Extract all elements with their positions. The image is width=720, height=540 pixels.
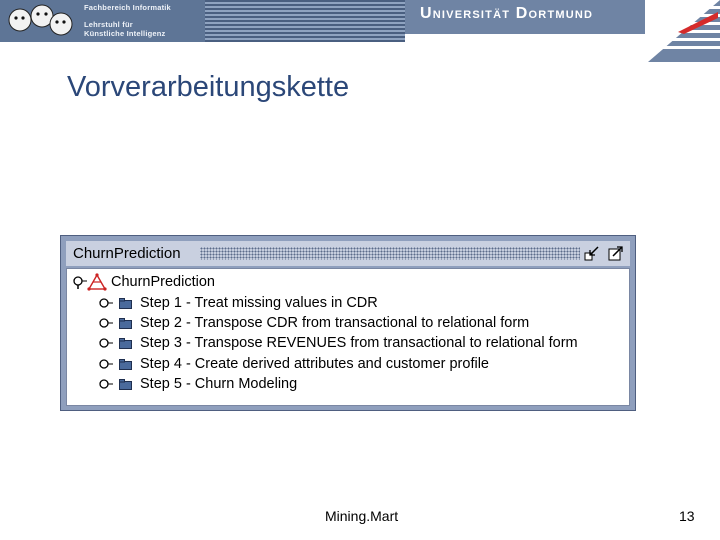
folder-icon xyxy=(119,359,132,370)
tree-root[interactable] xyxy=(73,272,215,292)
titlebar-grip[interactable] xyxy=(200,247,580,260)
folder-icon xyxy=(119,318,132,329)
tree-step-2[interactable] xyxy=(99,313,529,333)
faces-logo xyxy=(6,2,76,40)
folder-icon xyxy=(119,379,132,390)
expand-handle-icon[interactable] xyxy=(99,377,113,391)
slide-title: Vorverarbeitungskette xyxy=(67,71,350,103)
project-window xyxy=(60,235,636,411)
tree-step-3[interactable] xyxy=(99,333,578,353)
project-tree xyxy=(66,268,630,406)
tree-root-label: ChurnPrediction xyxy=(111,274,215,290)
expand-handle-icon[interactable] xyxy=(99,336,113,350)
window-title: ChurnPrediction xyxy=(73,245,181,262)
expand-handle-icon[interactable] xyxy=(99,296,113,310)
window-titlebar[interactable] xyxy=(66,241,630,266)
minimize-icon[interactable] xyxy=(584,245,600,261)
tree-step-label: Step 1 - Treat missing values in CDR xyxy=(140,295,378,311)
root-node-icon xyxy=(87,273,107,291)
tree-step-label: Step 3 - Transpose REVENUES from transactional to relational form xyxy=(140,335,578,351)
folder-icon xyxy=(119,338,132,349)
chair-line-1: Lehrstuhl für xyxy=(84,20,133,29)
maximize-icon[interactable] xyxy=(608,245,624,261)
header-stripes xyxy=(205,0,405,42)
tree-step-label: Step 2 - Transpose CDR from transactional to relational form xyxy=(140,315,530,331)
expand-handle-icon[interactable] xyxy=(99,316,113,330)
chair-line-2: Künstliche Intelligenz xyxy=(84,29,166,38)
expand-handle-icon[interactable] xyxy=(99,357,113,371)
tree-step-5[interactable] xyxy=(99,374,297,394)
department-name: Fachbereich Informatik xyxy=(84,3,171,12)
department-logo-area xyxy=(0,0,205,42)
page-number: 13 xyxy=(679,508,695,524)
footer-center-text: Mining.Mart xyxy=(325,508,399,524)
folder-icon xyxy=(119,298,132,309)
stripe-logo xyxy=(618,0,720,62)
university-name: Universität Dortmund xyxy=(420,5,594,22)
tree-step-4[interactable] xyxy=(99,354,489,374)
department-text xyxy=(84,3,171,38)
tree-step-1[interactable] xyxy=(99,293,378,313)
tree-step-label: Step 4 - Create derived attributes and customer profile xyxy=(140,356,489,372)
expand-handle-icon[interactable] xyxy=(73,275,87,289)
header-band xyxy=(0,0,720,62)
tree-step-label: Step 5 - Churn Modeling xyxy=(140,376,298,392)
